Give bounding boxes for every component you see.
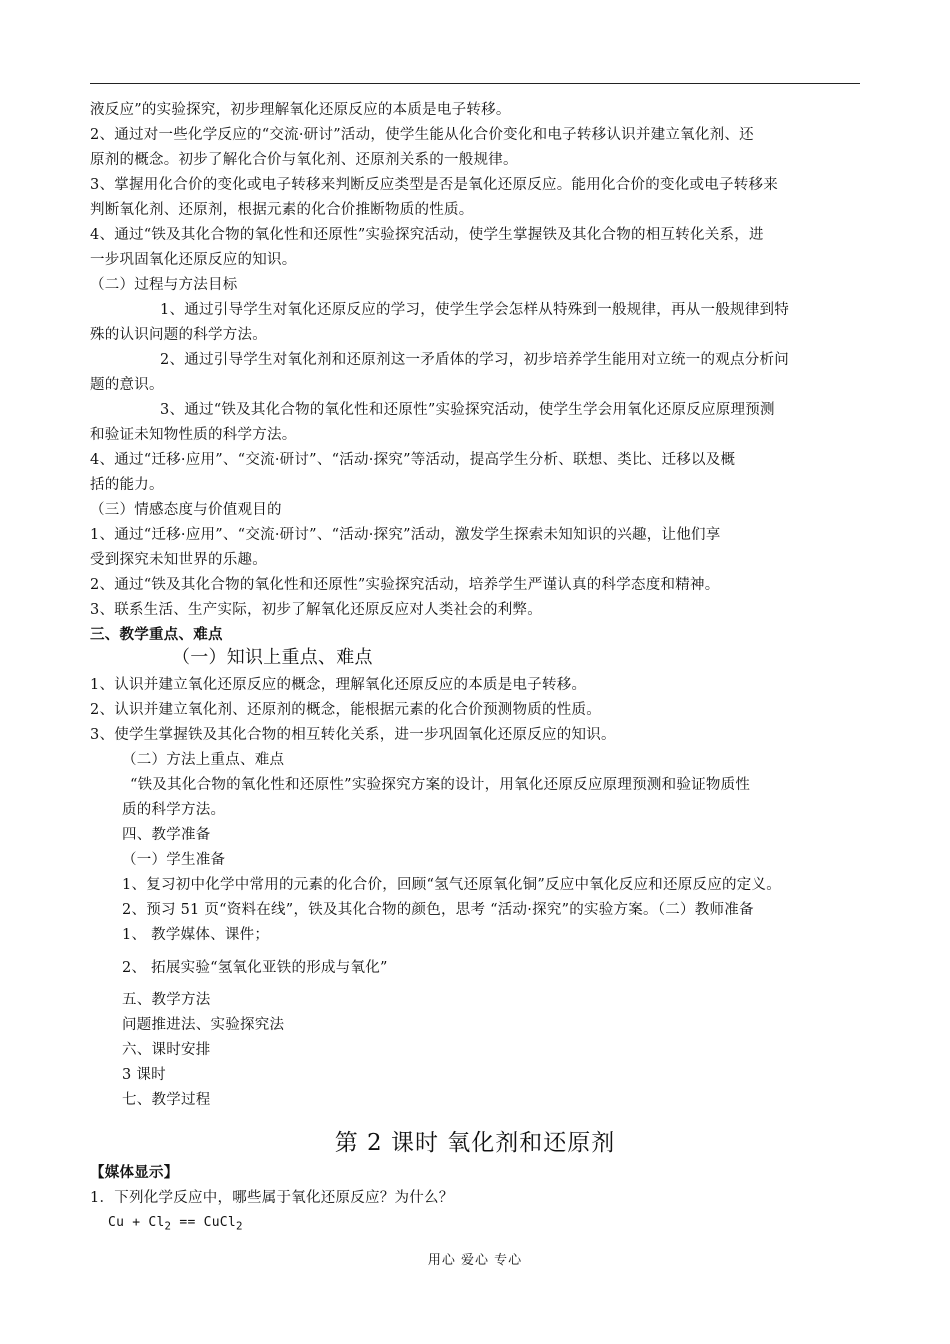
text-line: 3 课时 [122,1067,166,1083]
section-heading-bold: 三、教学重点、难点 [90,626,223,643]
text-line: 3、联系生活、生产实际，初步了解氧化还原反应对人类社会的利弊。 [90,602,542,618]
text-line: 受到探究未知世界的乐趣。 [90,552,267,568]
section-heading: 六、课时安排 [122,1042,211,1058]
text-line: 2、通过对一些化学反应的“交流·研讨”活动，使学生能从化合价变化和电子转移认识并建立氧化剂、还 [90,127,754,143]
text-line: 1、复习初中化学中常用的元素的化合价，回顾“氢气还原氧化铜”反应中氧化反应和还原反应的定义。 [122,877,782,893]
text-line: 3、掌握用化合价的变化或电子转移来判断反应类型是否是氧化还原反应。能用化合价的变化或电子转移来 [90,177,778,193]
section-heading: （二）方法上重点、难点 [122,752,285,768]
text-line: 3、使学生掌握铁及其化合物的相互转化关系，进一步巩固氧化还原反应的知识。 [90,727,616,743]
text-line: 一步巩固氧化还原反应的知识。 [90,252,297,268]
text-line: 2、 拓展实验“氢氧化亚铁的形成与氧化” [122,960,388,976]
text-line: 原剂的概念。初步了解化合价与氧化剂、还原剂关系的一般规律。 [90,152,518,168]
section-heading: 七、教学过程 [122,1092,211,1108]
text-line: 2、认识并建立氧化剂、还原剂的概念，能根据元素的化合价预测物质的性质。 [90,702,601,718]
text-line: 质的科学方法。 [122,802,226,818]
media-display-label: 【媒体显示】 [90,1164,179,1181]
text-line: 和验证未知物性质的科学方法。 [90,427,297,443]
section-heading: 四、教学准备 [122,827,211,843]
text-line: 问题推进法、实验探究法 [122,1017,285,1033]
header-rule [90,83,860,84]
text-line: 3、通过“铁及其化合物的氧化性和还原性”实验探究活动，使学生学会用氧化还原反应原理预测 [160,402,775,418]
text-line: 殊的认识问题的科学方法。 [90,327,267,343]
text-line: 括的能力。 [90,477,164,493]
text-line: 4、通过“铁及其化合物的氧化性和还原性”实验探究活动，使学生掌握铁及其化合物的相互转化关系，进 [90,227,764,243]
text-line: “铁及其化合物的氧化性和还原性”实验探究方案的设计，用氧化还原反应原理预测和验证物质性 [130,777,751,793]
text-line: 1、认识并建立氧化还原反应的概念，理解氧化还原反应的本质是电子转移。 [90,677,587,693]
page-footer: 用心 爱心 专心 [427,1253,523,1268]
section-heading: （三）情感态度与价值观目的 [90,502,282,518]
section-heading: （一）学生准备 [122,852,226,868]
text-line: 液反应”的实验探究，初步理解氧化还原反应的本质是电子转移。 [90,102,511,118]
question-line: 1．下列化学反应中，哪些属于氧化还原反应？为什么？ [90,1190,454,1206]
text-line: 2、预习 51 页“资料在线”，铁及其化合物的颜色，思考 “活动·探究”的实验方案。（二）教师准备 [122,902,754,918]
section-heading: 五、教学方法 [122,992,211,1008]
text-line: 判断氧化剂、还原剂，根据元素的化合价推断物质的性质。 [90,202,474,218]
chemical-equation: $Cu + Cl_2$ == CuCl$_2$ [108,1215,243,1233]
text-line: 1、 教学媒体、课件； [122,927,270,943]
text-line: 1、通过引导学生对氧化还原反应的学习，使学生学会怎样从特殊到一般规律，再从一般规律到特 [160,302,789,318]
lesson-title: 第 2 课时 氧化剂和还原剂 [334,1130,616,1156]
text-line: 2、通过“铁及其化合物的氧化性和还原性”实验探究活动，培养学生严谨认真的科学态度和精神。 [90,577,720,593]
text-line: 题的意识。 [90,377,164,393]
text-line: 4、通过“迁移·应用”、“交流·研讨”、“活动·探究”等活动，提高学生分析、联想、类比、迁移以及概 [90,452,736,468]
subsection-heading: （一）知识上重点、难点 [172,647,373,668]
text-line: 2、通过引导学生对氧化剂和还原剂这一矛盾体的学习，初步培养学生能用对立统一的观点分析问 [160,352,789,368]
text-line: 1、通过“迁移·应用”、“交流·研讨”、“活动·探究”活动，激发学生探索未知知识的兴趣，让他们享 [90,527,721,543]
section-heading: （二）过程与方法目标 [90,277,238,293]
